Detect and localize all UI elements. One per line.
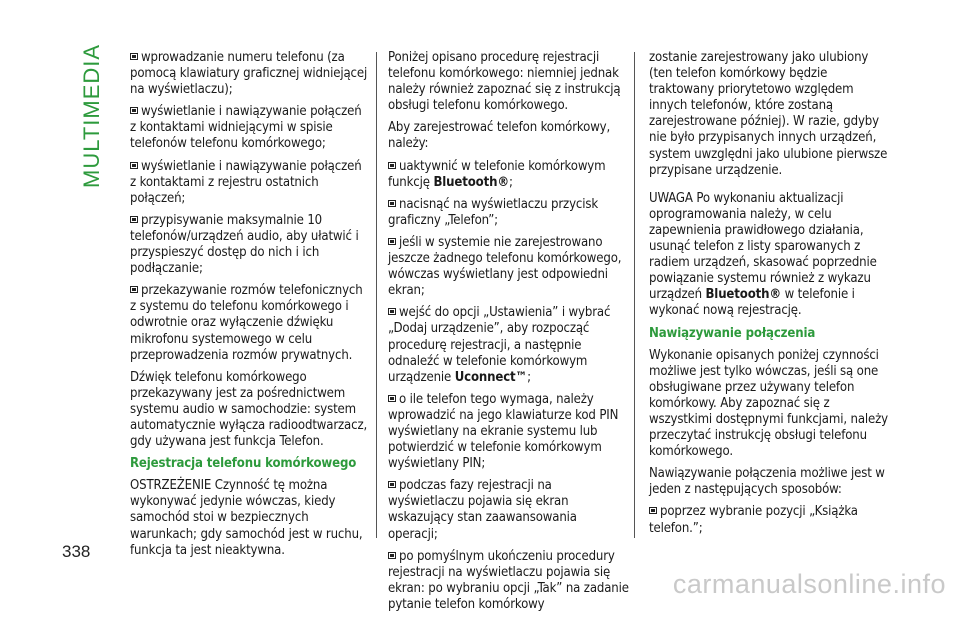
bullet-icon	[130, 286, 138, 293]
paragraph-calling-ways: Nawiązywanie połączenia możliwe jest w jeden z następujących sposobów:	[649, 466, 885, 498]
bullet-icon	[130, 107, 138, 114]
list-item: podczas fazy rejestracji na wyświetlaczu pojawia się ekran wskazujący stan zaawansowania operacji;	[388, 478, 577, 542]
column-divider-1	[376, 52, 377, 538]
paragraph-audio: Dźwięk telefonu komórkowego przekazywany jest za pośrednictwem systemu audio w samochodzie: system automatycznie wyłącza radioodtwarzacz, gdy używana jest funkcja Telefon.	[130, 369, 368, 450]
paragraph-intro: Poniżej opisano procedurę rejestracji telefonu komórkowego: niemniej jednak należy również zapoznać się z instrukcją obsługi telefonu komórkowego.	[388, 50, 621, 114]
bullet-icon	[388, 238, 396, 245]
bullet-icon	[388, 200, 396, 207]
list-item: nacisnąć na wyświetlaczu przycisk graficzny „Telefon”;	[388, 196, 599, 228]
bullet-icon	[130, 162, 138, 169]
column-1	[130, 50, 370, 565]
bullet-icon	[388, 162, 396, 169]
list-item: uaktywnić w telefonie komórkowym funkcję Bluetooth®;	[388, 158, 606, 190]
bullet-icon	[388, 395, 396, 402]
column-2	[388, 50, 630, 619]
bullet-icon	[130, 53, 138, 60]
column-divider-2	[634, 52, 635, 538]
page-number: 338	[62, 542, 91, 561]
paragraph-note: UWAGA Po wykonaniu aktualizacji oprogramowania należy, w celu zapewnienia prawidłowego działania, usunąć telefon z listy sparowanych z radiem urządzeń, skasować poprzednie powiązanie systemu również z wykazu urządzeń Bluetooth® w telefonie i wykonać nową rejestrację.	[649, 190, 877, 319]
list-item: przekazywanie rozmów telefonicznych z systemu do telefonu komórkowego i odwrotnie oraz wyłączenie dźwięku mikrofonu systemowego w celu przeprowadzenia rozmów prywatnych.	[130, 283, 363, 363]
list-item: poprzez wybranie pozycji „Książka telefon.”;	[649, 504, 858, 536]
list-item: jeśli w systemie nie zarejestrowano jeszcze żadnego telefonu komórkowego, wówczas wyświetlany jest odpowiedni ekran;	[388, 234, 622, 299]
paragraph-warning: OSTRZEŻENIE Czynność tę można wykonywać jedynie wówczas, kiedy samochód stoi w bezpiecznych warunkach; gdy samochód jest w ruchu, funkcja ta jest nieaktywna.	[130, 478, 363, 558]
section-heading-registration: Rejestracja telefonu komórkowego	[130, 456, 357, 472]
paragraph-favourite: zostanie zarejestrowany jako ulubiony (ten telefon komórkowy będzie traktowany priorytetowo względem innych telefonów, które zostaną zarejestrowane później). W razie, gdyby nie było przypisanych innych urządzeń, system uwzględni jako ulubione pierwsze przypisane urządzenie.	[649, 50, 888, 178]
section-label	[78, 43, 106, 188]
bullet-icon	[130, 216, 138, 223]
bullet-icon	[388, 481, 396, 488]
section-label-text: MULTIMEDIA	[79, 43, 104, 188]
bullet-icon	[388, 552, 396, 559]
list-item: o ile telefon tego wymaga, należy wprowadzić na jego klawiaturze kod PIN wyświetlany na ekranie systemu lub potwierdzić w telefonie komórkowym wyświetlany PIN;	[388, 391, 619, 472]
list-item: wyświetlanie i nawiązywanie połączeń z kontaktami z rejestru ostatnich połączeń;	[130, 158, 362, 206]
column-3	[649, 50, 889, 543]
list-item: wprowadzanie numeru telefonu (za pomocą klawiatury graficznej widniejącej na wyświetlaczu);	[130, 50, 368, 98]
list-item: wyświetlanie i nawiązywanie połączeń z kontaktami widniejącymi w spisie telefonów telefonu komórkowego;	[130, 104, 362, 152]
paragraph-calling-info: Wykonanie opisanych poniżej czynności możliwe jest tylko wówczas, jeśli są one obsługiwane przez używany telefon komórkowy. Aby zapoznać się z wszystkimi dostępnymi funkcjami, należy przeczytać instrukcję obsługi telefonu komórkowego.	[649, 347, 888, 460]
watermark: carmanualsonline.info	[672, 569, 946, 599]
bullet-icon	[649, 507, 657, 514]
list-item: po pomyślnym ukończeniu procedury rejestracji na wyświetlaczu pojawia się ekran: po wybraniu opcji „Tak” na zadanie pytanie telefon komórkowy	[388, 548, 629, 612]
list-item: przypisywanie maksymalnie 10 telefonów/urządzeń audio, aby ułatwić i przyspieszyć dostęp do nich i ich podłączanie;	[130, 212, 359, 277]
list-item: wejść do opcji „Ustawienia” i wybrać „Dodaj urządzenie”, aby rozpocząć procedurę rejestracji, a następnie odnaleźć w telefonie komórkowym urządzenie Uconnect™;	[388, 305, 611, 385]
section-heading-calling: Nawiązywanie połączenia	[649, 325, 816, 341]
bullet-icon	[388, 308, 396, 315]
paragraph-steps-intro: Aby zarejestrować telefon komórkowy, należy:	[388, 120, 611, 152]
